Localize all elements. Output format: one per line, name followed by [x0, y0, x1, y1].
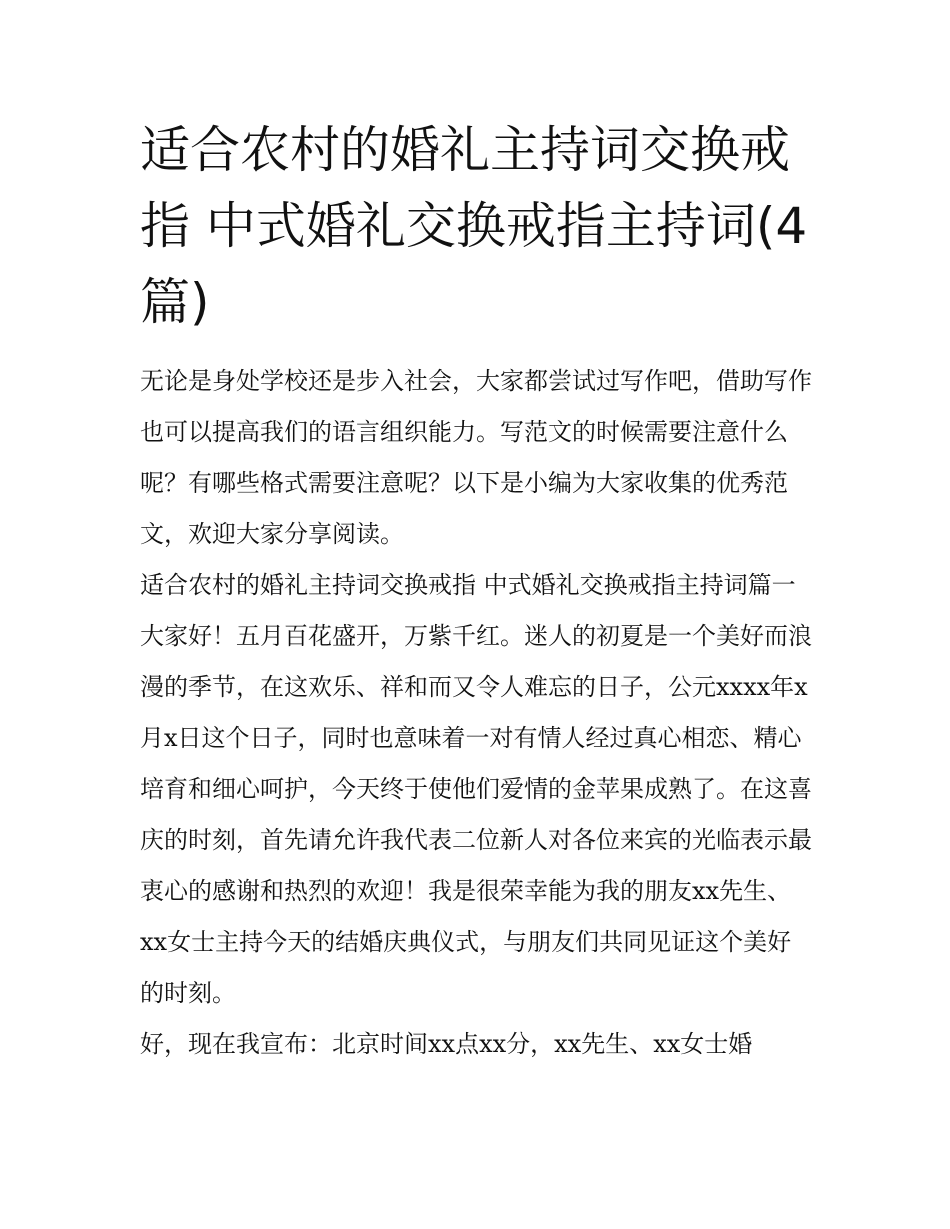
section-heading: 适合农村的婚礼主持词交换戒指 中式婚礼交换戒指主持词篇一: [140, 571, 796, 599]
document-body: [140, 356, 815, 1070]
body-paragraph: 好，现在我宣布：北京时间xx点xx分，xx先生、xx女士婚: [140, 1030, 753, 1058]
intro-paragraph: 无论是身处学校还是步入社会，大家都尝试过写作吧，借助写作也可以提高我们的语言组织能力。写范文的时候需要注意什么呢？有哪些格式需要注意呢？以下是小编为大家收集的优秀范文，欢迎大家分享阅读。: [140, 367, 812, 548]
document-title: 适合农村的婚礼主持词交换戒指 中式婚礼交换戒指主持词(4篇): [140, 121, 808, 331]
body-paragraph: 大家好！五月百花盛开，万紫千红。迷人的初夏是一个美好而浪漫的季节，在这欢乐、祥和而又令人难忘的日子，公元xxxx年x月x日这个日子，同时也意味着一对有情人经过真心相恋、精心培育和细心呵护，今天终于使他们爱情的金苹果成熟了。在这喜庆的时刻，首先请允许我代表二位新人对各位来宾的光临表示最衷心的感谢和热烈的欢迎！我是很荣幸能为我的朋友xx先生、xx女士主持今天的结婚庆典仪式，与朋友们共同见证这个美好的时刻。: [140, 622, 812, 1007]
